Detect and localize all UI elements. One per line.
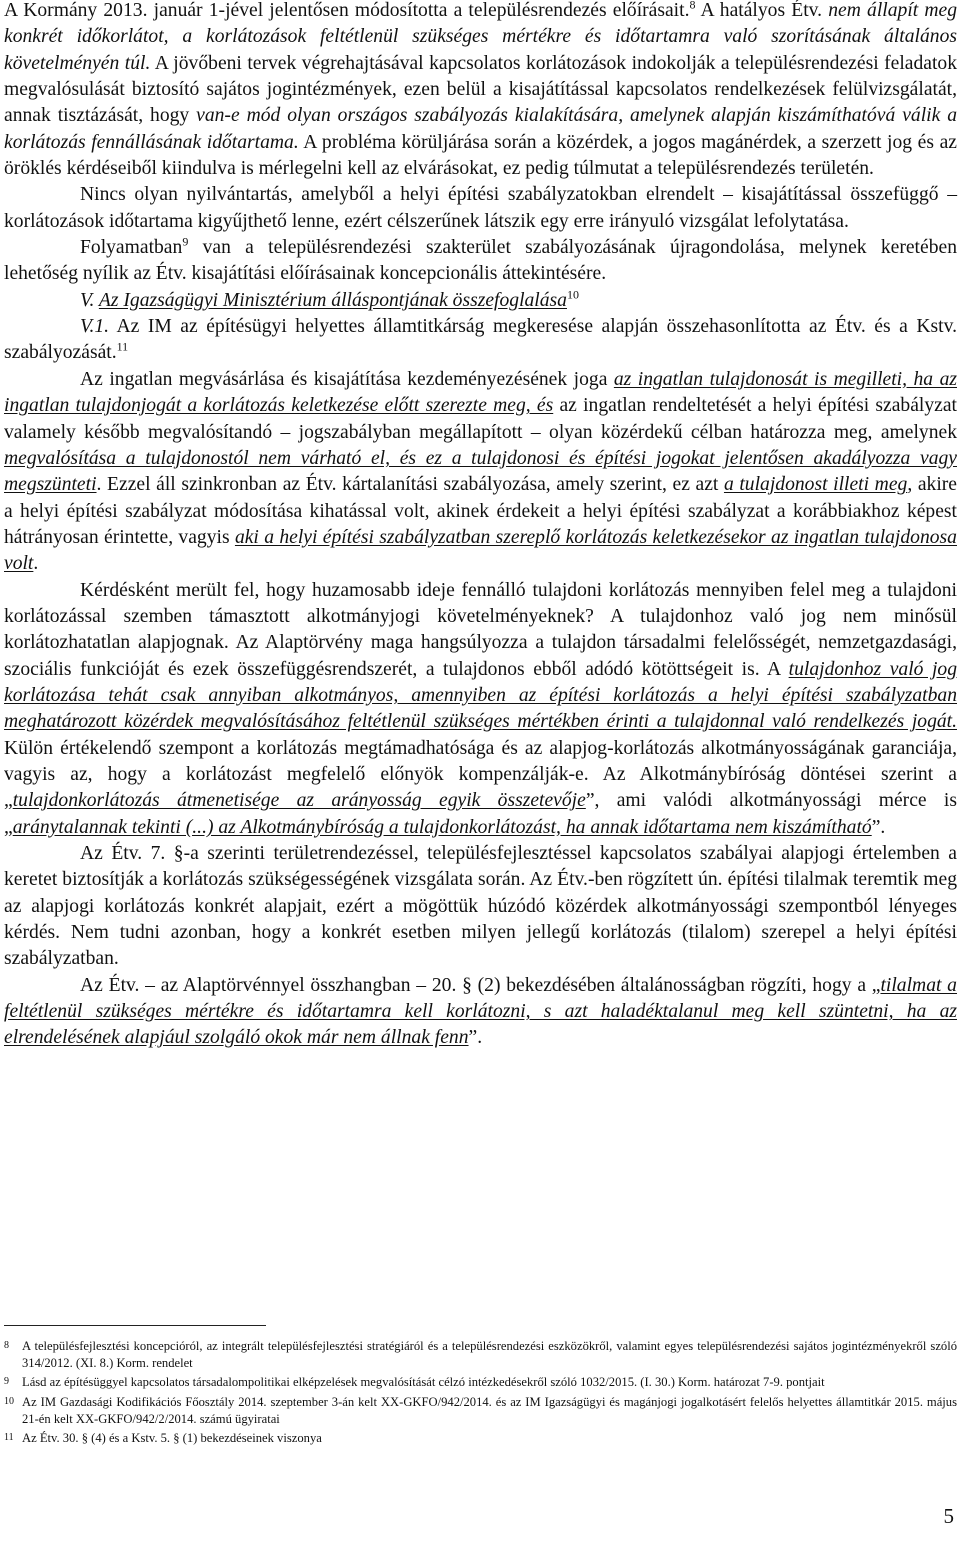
- emphasis-text: a tulajdonost illeti meg: [723, 474, 908, 496]
- quote-text: tulajdonkorlátozás átmenetisége az arányosság egyik összetevője: [12, 790, 586, 812]
- section-heading-v: [4, 288, 957, 314]
- text-run: A Kormány 2013. január 1-jével jelentősen módosította a településrendezés előírásait.: [4, 0, 690, 21]
- paragraph-8: [4, 973, 957, 1052]
- text-run: A hatályos Étv.: [695, 0, 829, 21]
- paragraph-v1: [4, 314, 957, 367]
- emphasis-text: megvalósítása a tulajdonostól nem várható el, és ez a tulajdonosi és építési jogokat jelentősen akadályozza vagy megszünteti: [4, 447, 957, 496]
- footnotes: [4, 1337, 957, 1448]
- emphasis-text: tulajdonhoz való jog korlátozása tehát csak annyiban alkotmányos, amennyiben az építési korlátozás a helyi építési szabályzatban meghatározott közérdek megvalósításához feltétlenül szükséges mértékben érinti a tulajdonnal való rendelkezés jogát.: [4, 658, 957, 733]
- footnote-ref-8[interactable]: 8: [689, 0, 696, 12]
- footnote-ref-10[interactable]: 10: [566, 287, 579, 302]
- text-run: . Ezzel áll szinkronban az Étv. kártalanítási szabályozása, amely szerint, ez azt: [96, 474, 724, 496]
- text-run: Kérdésként merült fel, hogy huzamosabb ideje fennálló tulajdoni korlátozás mennyiben felel meg a tulajdoni korlátozással szemben támasztott alkotmányjogi követelményeknek? A tulajdonhoz való jog nem minősül korlátozhatatlan alapjognak. Az Alaptörvény maga hangsúlyozza a tulajdon társadalmi felelősségét, nemzetgazdasági, szociális funkcióját és ezek összefüggésrendszerét, a tulajdonos ebből adódó kötöttségeit is.: [4, 579, 957, 680]
- footnote-ref-9[interactable]: 9: [182, 234, 189, 249]
- footnote-number: 9: [4, 1376, 9, 1388]
- italic-text: van-e mód olyan országos szabályozás kialakítására, amelynek alapján kiszámíthatóvá válik a korlátozás fennállásának időtartama.: [4, 105, 957, 153]
- footnote-text: Az Étv. 30. § (4) és a Kstv. 5. § (1) bekezdéseinek viszonya: [22, 1431, 322, 1446]
- paragraph-6: [4, 578, 957, 841]
- text-run: az ingatlan rendeltetését a helyi építési szabályzat valamely később megvalósítandó – jogszabályban megállapított – olyan közérdekű célban határozza meg, amelynek: [4, 395, 957, 443]
- body-text: [4, 0, 957, 1052]
- quote-text: aránytalannak tekinti (...) az Alkotmánybíróság a tulajdonkorlátozást, ha annak időtartama nem kiszámítható: [12, 816, 872, 838]
- footnote-text: A településfejlesztési koncepcióról, az integrált településfejlesztési stratégiáról és a településrendezési eszközökről, valamint egyes településrendezési sajátos jogintézményekről szóló 314/2012. (XI. 8.) Korm. rendelet: [22, 1339, 957, 1371]
- page-number: 5: [943, 1504, 954, 1528]
- footnote-ref-11[interactable]: 11: [116, 339, 129, 354]
- paragraph-3: [4, 235, 957, 288]
- emphasis-text: az ingatlan tulajdonosát is megilleti, ha az ingatlan tulajdonjogát a korlátozás keletkezése előtt szerezte meg, és: [4, 368, 957, 417]
- text-run: Az IM az építésügyi helyettes államtitkárság megkeresése alapján összehasonlította az Étv. és a Kstv. szabályozását.: [4, 316, 957, 364]
- text-run: Folyamatban: [80, 237, 183, 259]
- text-run: A probléma körüljárása során a közérdek, a jogos magánérdek, a szerzett jog és az öröklés kérdéseiből kiindulva is mérlegelni kell az elvárásokat, ez pedig túlmutat a településrendezés területén.: [4, 131, 957, 180]
- text-run: A: [767, 658, 789, 680]
- text-run: ”.: [468, 1027, 483, 1049]
- section-number: V.: [80, 289, 99, 311]
- text-run: ”.: [871, 816, 886, 838]
- text-run: van a településrendezési szakterület szabályozásának újragondolása, melynek keretében lehetőség nyílik az Étv. kisajátítási előírásainak koncepcionális áttekintésére.: [4, 237, 957, 285]
- footnote-8: [4, 1337, 957, 1372]
- footnote-10: [4, 1393, 957, 1428]
- footnote-number: 10: [4, 1395, 14, 1407]
- section-title: Az Igazságügyi Minisztérium álláspontjának összefoglalása: [98, 289, 567, 311]
- italic-text: nem állapít meg konkrét időkorlátot, a korlátozások feltétlenül szükséges mértékre és időtartamra való szorításának általános követelményén túl.: [4, 0, 958, 74]
- text-run: Külön értékelendő szempont a korlátozás megtámadhatósága és az alapjog-korlátozás alkotmányosságának garanciája, vagyis az, hogy a korlátozást megfelelő előnyök kompenzálják-e. Az Alkotmánybíróság döntései szerint a „: [4, 737, 957, 812]
- footnote-separator: [4, 1325, 266, 1326]
- text-run: ”, ami valódi alkotmányossági mérce is „: [4, 790, 957, 838]
- paragraph-2: Nincs olyan nyilvántartás, amelyből a helyi építési szabályzatokban elrendelt – kisajátítással összefüggő – korlátozások időtartama kigyűjthető lenne, ezért célszerűnek látszik egy erre irányuló vizsgálat lefolytatása.: [4, 184, 957, 232]
- text-run: , akire a helyi építési szabályzat módosítása kihatással volt, akinek érdekeit a helyi építési szabályzat a korábbiakhoz képest hátrányosan érintette, vagyis: [4, 474, 957, 548]
- quote-text: tilalmat a feltétlenül szükséges mértékre és időtartamra kell korlátozni, s azt haladéktalanul meg kell szüntetni, ha az elrendelésének alapjául szolgáló okok már nem állnak fenn: [4, 974, 957, 1049]
- footnote-9: [4, 1373, 957, 1391]
- footnote-11: [4, 1429, 957, 1447]
- text-run: Az ingatlan megvásárlása és kisajátítása kezdeményezésének joga: [80, 368, 614, 390]
- text-run: Az Étv. – az Alaptörvénnyel összhangban – 20. § (2) bekezdésében általánosságban rögzíti, hogy a „: [80, 974, 881, 996]
- text-run: A jövőbeni tervek végrehajtásával kapcsolatos korlátozások indokolják a településrendezési feladatok megvalósulását biztosító sajátos jogintézmények, ezen belül a kisajátítással kapcsolatos rendelkezések felülvizsgálatát, annak tisztázását, hogy: [4, 52, 957, 127]
- text-run: .: [33, 553, 39, 575]
- emphasis-text: aki a helyi építési szabályzatban szereplő korlátozás keletkezésekor az ingatlan tulajdonosa volt: [4, 526, 957, 575]
- footnote-number: 11: [4, 1432, 14, 1444]
- paragraph-5: [4, 367, 957, 578]
- footnote-text: Az IM Gazdasági Kodifikációs Főosztály 2014. szeptember 3-án kelt XX-GKFO/942/2014. és az IM Igazságügyi és magánjogi jogalkotásért felelős helyettes államtitkár 2015. május 21-én kelt XX-GKFO/942/2/2014. számú ügyiratai: [22, 1394, 957, 1426]
- footnote-number: 8: [4, 1340, 9, 1351]
- paragraph-1: [4, 0, 957, 182]
- paragraph-7: Az Étv. 7. §-a szerinti területrendezéssel, településfejlesztéssel kapcsolatos szabályai alapjogi értelemben a keretet biztosítják a korlátozás szükségességének vizsgálata során. Az Étv.-ben rögzített ún. építési tilalmak teremtik meg az alapjogi korlátozás konkrét alapjait, ezért a mögöttük húzódó közérdek alkotmányossági szempontból lényeges kérdés. Nem tudni azonban, hogy a konkrét esetben milyen jellegű korlátozás (tilalom) szerepel a helyi építési szabályzatban.: [4, 843, 957, 970]
- subsection-number: V.1.: [80, 316, 110, 338]
- footnote-text: Lásd az építésüggyel kapcsolatos társadalompolitikai elképzelések megvalósítását célzó intézkedésekről szóló 1032/2015. (I. 30.) Korm. határozat 7-9. pontjait: [22, 1375, 825, 1390]
